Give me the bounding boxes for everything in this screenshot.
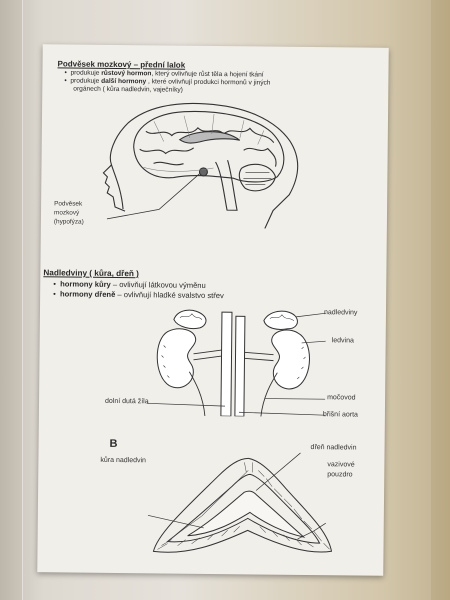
bullet-medulla-hormones: • hormony dřeně – ovlivňují hladké svalstvo střev [53, 289, 224, 301]
bullet-continuation: orgánech ( kůra nadledvin, vaječníky) [73, 85, 183, 94]
brain-illustration [93, 97, 384, 230]
bullet-dot: • [64, 69, 71, 77]
label-dren-nadledvin: dřeň nadledvin [310, 444, 357, 452]
label-nadledviny: nadledviny [323, 309, 358, 317]
adrenal-cross-section [147, 445, 338, 557]
kidneys-illustration [147, 305, 328, 417]
bullet-dot: • [53, 289, 61, 299]
pituitary-label: Podvěsek mozkový (hypofýza) [53, 200, 84, 226]
paper-sheet [37, 44, 389, 576]
section-title-hypophysis: Podvěsek mozkový – přední lalok [57, 59, 186, 70]
bullet-other-hormones: • produkuje další hormony , které ovlivňují produkci hormonů v jiných [64, 77, 271, 87]
bullet-growth-hormone: • produkuje růstový hormon, který ovlivňuje růst těla a hojení tkání [64, 69, 264, 79]
label-dolni-duta-zila: dolní dutá žíla [105, 397, 149, 406]
bullet-dot: • [64, 77, 71, 85]
diagram-letter-b: B [109, 437, 118, 451]
label-mocovod: močovod [327, 394, 356, 402]
label-vazivove-pouzdro: vazivové pouzdro [327, 461, 355, 479]
label-brisni-aorta: břišní aorta [322, 411, 358, 419]
section-title-adrenal: Nadledviny ( kůra, dřeň ) [43, 268, 139, 279]
label-kura-nadledvin: kůra nadledvin [100, 456, 146, 465]
label-ledvina: ledvina [331, 337, 354, 345]
bullet-dot: • [53, 279, 61, 289]
bullet-cortex-hormones: • hormony kůry – ovlivňují látkovou výměnu [53, 279, 206, 290]
